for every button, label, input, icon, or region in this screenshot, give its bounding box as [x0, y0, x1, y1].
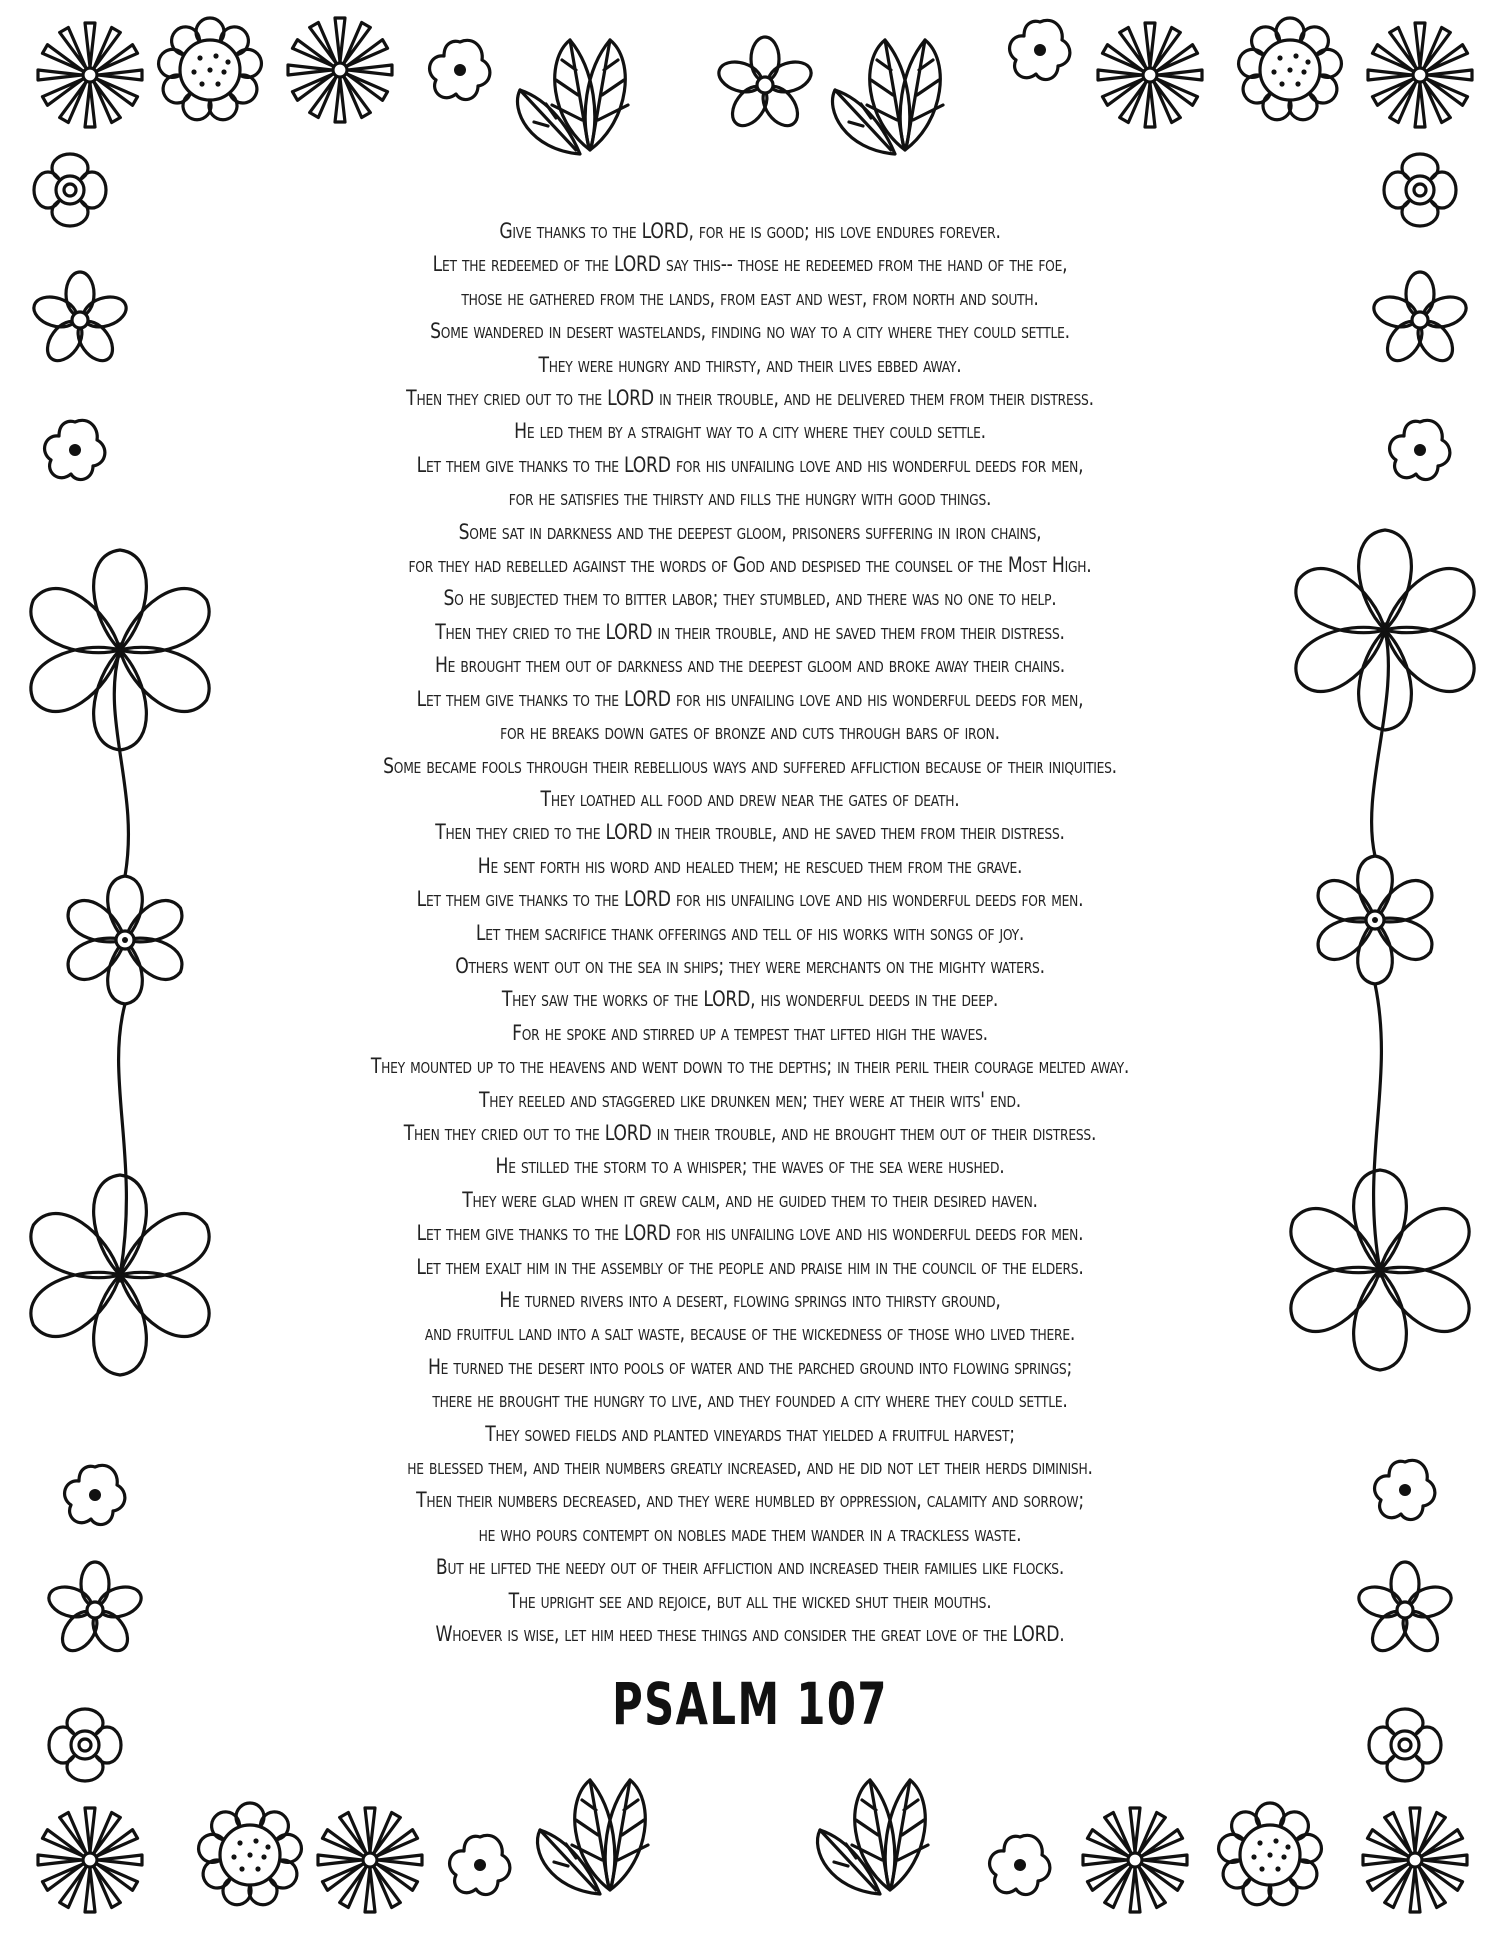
verse-line: He sent forth his word and healed them; he rescued them from the grave. [477, 853, 1023, 878]
verse-line: he who pours contempt on nobles made them wander in a trackless waste. [478, 1521, 1022, 1546]
verse-line: He led them by a straight way to a city where they could settle. [514, 419, 986, 444]
verse-line: He brought them out of darkness and the deepest gloom and broke away their chains. [434, 653, 1066, 678]
verse-line: Let the redeemed of the LORD say this-- those he redeemed from the hand of the foe, [432, 252, 1068, 277]
verse-line: Then they cried out to the LORD in their trouble, and he brought them out of their distress. [403, 1120, 1097, 1145]
verse-line: He turned rivers into a desert, flowing springs into thirsty ground, [499, 1288, 1001, 1312]
verse-line: But he lifted the needy out of their affliction and increased their families like flocks. [435, 1555, 1065, 1580]
verse-line: Then they cried to the LORD in their trouble, and he saved them from their distress. [435, 619, 1065, 644]
verse-line: Let them exalt him in the assembly of the people and praise him in the council of the elders. [416, 1254, 1084, 1279]
verse-line: Let them give thanks to the LORD for his unfailing love and his wonderful deeds for men. [416, 887, 1084, 912]
verse-line: Then they cried to the LORD in their trouble, and he saved them from their distress. [435, 820, 1065, 845]
verse-line: Let them give thanks to the LORD for his unfailing love and his wonderful deeds for men. [416, 1221, 1084, 1246]
verse-line: for he satisfies the thirsty and fills the hungry with good things. [508, 486, 992, 511]
verse-line: he blessed them, and their numbers greatly increased, and he did not let their herds diminish. [407, 1455, 1093, 1480]
verse-line: They reeled and staggered like drunken men; they were at their wits' end. [479, 1087, 1021, 1112]
verse-line: Let them sacrifice thank offerings and tell of his works with songs of joy. [475, 920, 1025, 945]
verse-line: there he brought the hungry to live, and they founded a city where they could settle. [432, 1388, 1068, 1413]
verse-line: for they had rebelled against the words of God and despised the counsel of the Most High. [408, 553, 1092, 578]
verse-line: Some sat in darkness and the deepest gloom, prisoners suffering in iron chains, [458, 519, 1042, 544]
verse-line: Some wandered in desert wastelands, finding no way to a city where they could settle. [430, 319, 1070, 344]
verse-line: Give thanks to the LORD, for he is good; his love endures forever. [499, 219, 1001, 243]
verse-line: They were hungry and thirsty, and their lives ebbed away. [538, 352, 962, 377]
verse-line: They loathed all food and drew near the gates of death. [540, 786, 960, 811]
verse-line: Then they cried out to the LORD in their trouble, and he delivered them from their distress. [406, 386, 1094, 411]
verse-line: They sowed fields and planted vineyards that yielded a fruitful harvest; [485, 1421, 1015, 1446]
verse-line: and fruitful land into a salt waste, because of the wickedness of those who lived there. [424, 1321, 1076, 1346]
verse-line: Others went out on the sea in ships; they were merchants on the mighty waters. [455, 953, 1045, 978]
verse-line: He stilled the storm to a whisper; the waves of the sea were hushed. [495, 1154, 1005, 1179]
psalm-verses [356, 215, 1143, 1651]
verse-line: So he subjected them to bitter labor; they stumbled, and there was no one to help. [443, 586, 1057, 611]
verse-line: those he gathered from the lands, from east and west, from north and south. [461, 285, 1039, 310]
verse-line: Then their numbers decreased, and they were humbled by oppression, calamity and sorrow; [416, 1488, 1084, 1513]
verse-line: For he spoke and stirred up a tempest that lifted high the waves. [512, 1020, 988, 1045]
verse-line: Whoever is wise, let him heed these things and consider the great love of the LORD. [435, 1622, 1065, 1647]
verse-line: He turned the desert into pools of water and the parched ground into flowing springs; [427, 1354, 1073, 1379]
verse-line: Let them give thanks to the LORD for his unfailing love and his wonderful deeds for men, [416, 452, 1084, 477]
page-title: PSALM 107 [612, 1670, 888, 1738]
verse-line: They saw the works of the LORD, his wonderful deeds in the deep. [501, 987, 999, 1012]
verse-line: They mounted up to the heavens and went down to the depths; in their peril their courage melted away. [370, 1054, 1130, 1079]
verse-line: Let them give thanks to the LORD for his unfailing love and his wonderful deeds for men, [416, 686, 1084, 711]
verse-line: The upright see and rejoice, but all the wicked shut their mouths. [508, 1588, 992, 1613]
verse-line: Some became fools through their rebellious ways and suffered affliction because of their iniquities. [383, 753, 1117, 778]
verse-line: for he breaks down gates of bronze and cuts through bars of iron. [500, 720, 1000, 745]
verse-line: They were glad when it grew calm, and he guided them to their desired haven. [462, 1187, 1038, 1212]
